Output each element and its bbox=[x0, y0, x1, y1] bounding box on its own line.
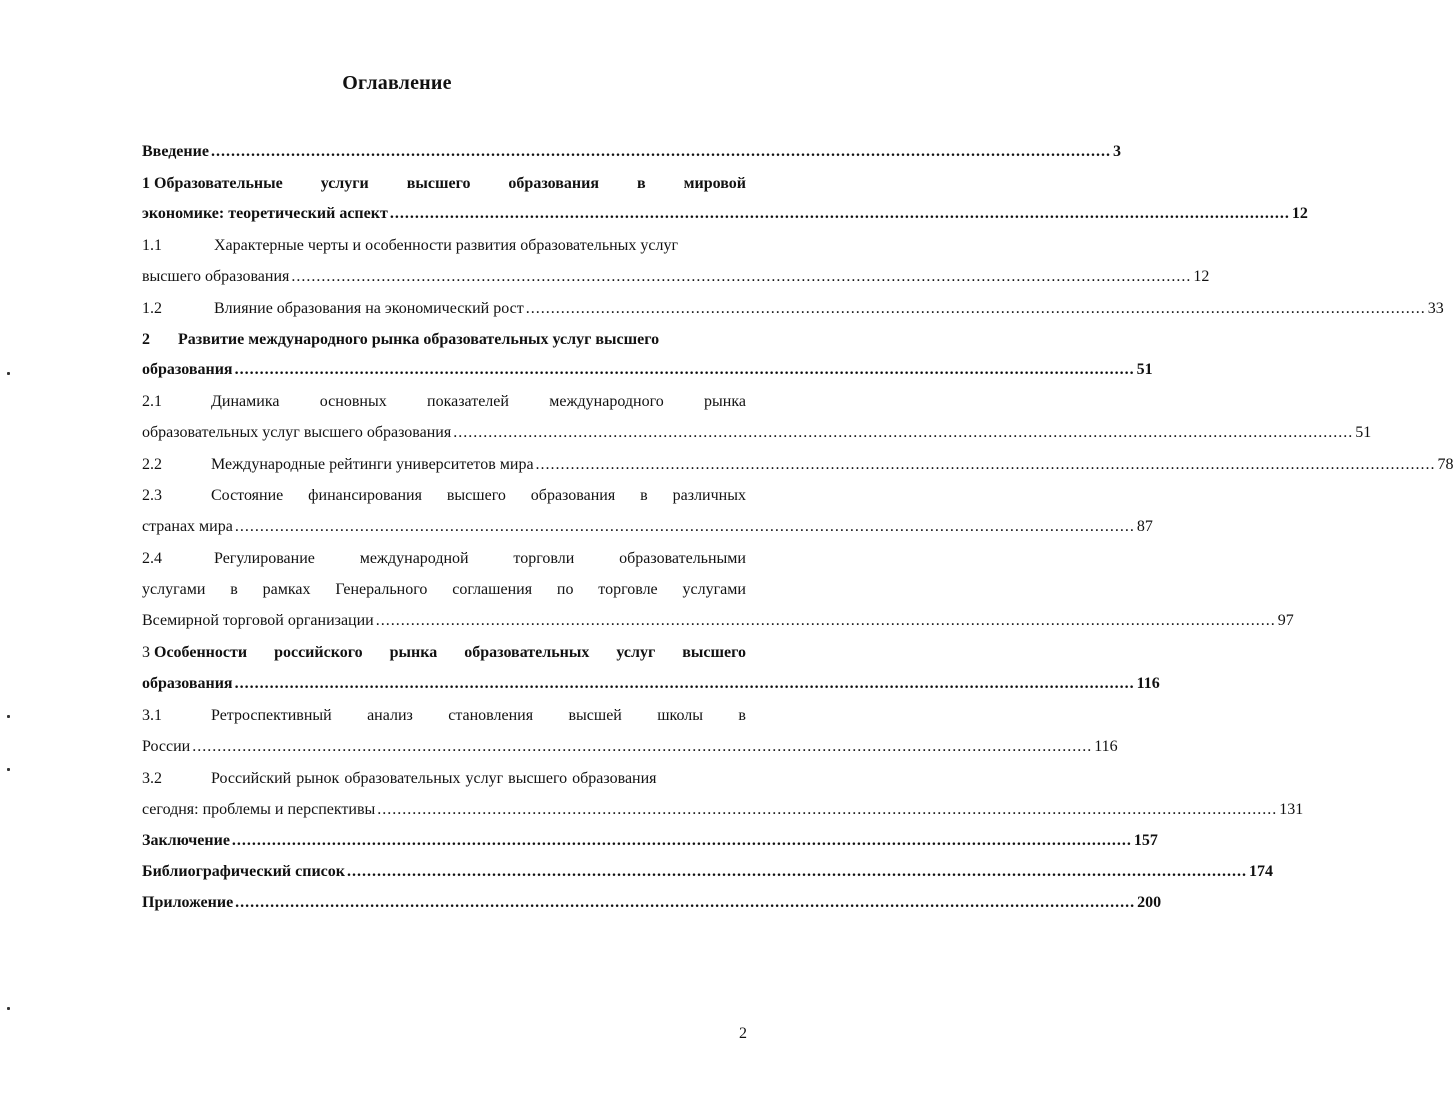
toc-entry-label: Развитие международного рынка образовательных услуг высшего bbox=[178, 331, 660, 348]
leader-dots: .................................................................................................................................................................................... bbox=[210, 143, 1111, 160]
toc-entry-number: 3.1 bbox=[142, 707, 162, 724]
toc-word: высшего bbox=[682, 644, 746, 661]
toc-entry-appendix[interactable] bbox=[142, 891, 1162, 915]
toc-entry-s22[interactable] bbox=[142, 453, 1454, 477]
toc-entry-page: 116 bbox=[1136, 675, 1160, 692]
toc-entry-label: образования bbox=[142, 675, 233, 692]
toc-entry-label: Характерные черты и особенности развития образовательных услуг bbox=[214, 237, 679, 254]
toc-word: в bbox=[738, 707, 746, 724]
toc-entry-s11[interactable] bbox=[142, 234, 746, 258]
toc-entry-s21[interactable] bbox=[142, 390, 746, 414]
toc-entry-s24-cont2[interactable] bbox=[142, 609, 1294, 633]
toc-word: международной bbox=[359, 550, 469, 567]
toc-entry-number: 2.1 bbox=[142, 393, 162, 410]
toc-word: основных bbox=[319, 393, 387, 410]
toc-word: мировой bbox=[683, 175, 746, 192]
toc-entry-page: 131 bbox=[1279, 801, 1304, 818]
toc-word: рынка bbox=[704, 393, 746, 410]
toc-entry-number-word: 3 Особенности bbox=[142, 644, 248, 661]
toc-entry-s32-cont[interactable] bbox=[142, 798, 1304, 822]
toc-word: образовательных bbox=[464, 644, 590, 661]
leader-dots: .................................................................................................................................................................................... bbox=[389, 205, 1290, 222]
toc-entry-label bbox=[214, 547, 746, 571]
scan-mark bbox=[7, 372, 10, 375]
leader-dots: .................................................................................................................................................................................... bbox=[346, 863, 1247, 880]
toc-entry-page: 87 bbox=[1136, 518, 1153, 535]
toc-entry-label bbox=[211, 484, 746, 508]
toc-word: Генерального bbox=[335, 581, 428, 598]
toc-word: российского bbox=[274, 644, 363, 661]
toc-entry-s24[interactable] bbox=[142, 547, 746, 571]
toc-entry-label: Заключение bbox=[142, 832, 230, 849]
toc-word: высшего bbox=[446, 487, 506, 504]
toc-entry-page: 200 bbox=[1137, 894, 1162, 911]
toc-entry-page: 157 bbox=[1133, 832, 1158, 849]
toc-word: международного bbox=[549, 393, 664, 410]
toc-entry-conclusion[interactable] bbox=[142, 829, 1158, 853]
toc-entry-page: 51 bbox=[1136, 361, 1153, 378]
toc-word: школы bbox=[657, 707, 704, 724]
toc-entry-s31[interactable] bbox=[142, 704, 746, 728]
toc-entry-page: 3 bbox=[1112, 143, 1121, 160]
toc-entry-label: сегодня: проблемы и перспективы bbox=[142, 801, 376, 818]
leader-dots: .................................................................................................................................................................................... bbox=[231, 832, 1132, 849]
toc-entry-label: Всемирной торговой организации bbox=[142, 612, 374, 629]
toc-word: образовательными bbox=[619, 550, 746, 567]
toc-title: Оглавление bbox=[342, 72, 452, 94]
toc-entry-s12[interactable] bbox=[142, 297, 1444, 321]
toc-entry-ch3-cont[interactable] bbox=[142, 672, 1160, 696]
toc-word: образования bbox=[530, 487, 616, 504]
toc-entry-ch2-cont[interactable] bbox=[142, 358, 1153, 382]
toc-word: финансирования bbox=[308, 487, 422, 504]
toc-entry-ch1-cont[interactable] bbox=[142, 202, 1308, 226]
toc-entry-label: Международные рейтинги университетов мира bbox=[211, 456, 534, 473]
toc-entry-label bbox=[211, 704, 746, 728]
toc-word: высшей bbox=[568, 707, 622, 724]
toc-entry-s21-cont[interactable] bbox=[142, 421, 1372, 445]
toc-word: в bbox=[640, 487, 648, 504]
toc-entry-number: 2 bbox=[142, 331, 150, 348]
toc-word: образования bbox=[508, 175, 599, 192]
toc-entry-label: Библиографический список bbox=[142, 863, 345, 880]
toc-entry-label: Российский рынок образовательных услуг высшего образования bbox=[211, 770, 657, 787]
toc-word: услугами bbox=[682, 581, 746, 598]
toc-entry-bibliography[interactable] bbox=[142, 860, 1273, 884]
toc-word: услуги bbox=[320, 175, 369, 192]
toc-word: различных bbox=[672, 487, 746, 504]
toc-entry-number: 3.2 bbox=[142, 770, 162, 787]
toc-entry-number-word: 1 Образовательные bbox=[142, 175, 283, 192]
toc-entry-number: 2.3 bbox=[142, 487, 162, 504]
toc-entry-label: странах мира bbox=[142, 518, 233, 535]
toc-word: Ретроспективный bbox=[211, 707, 332, 724]
toc-entry-label: высшего образования bbox=[142, 268, 290, 285]
toc-entry-s24-cont[interactable] bbox=[142, 578, 746, 602]
toc-word: рамках bbox=[262, 581, 311, 598]
toc-entry-page: 33 bbox=[1427, 300, 1444, 317]
leader-dots: .................................................................................................................................................................................... bbox=[234, 518, 1135, 535]
leader-dots: .................................................................................................................................................................................... bbox=[235, 894, 1136, 911]
toc-word: показателей bbox=[427, 393, 509, 410]
toc-entry-number: 1.2 bbox=[142, 300, 162, 317]
toc-entry-ch1[interactable] bbox=[142, 172, 746, 196]
toc-entry-page: 12 bbox=[1193, 268, 1210, 285]
leader-dots: .................................................................................................................................................................................... bbox=[525, 300, 1426, 317]
toc-entry-page: 78 bbox=[1437, 456, 1454, 473]
toc-entry-label: Влияние образования на экономический рост bbox=[214, 300, 524, 317]
toc-entry-number: 1.1 bbox=[142, 237, 162, 254]
toc-entry-number: 2.4 bbox=[142, 550, 162, 567]
toc-word: рынка bbox=[389, 644, 438, 661]
toc-entry-label: Введение bbox=[142, 143, 209, 160]
toc-entry-label: Приложение bbox=[142, 894, 234, 911]
toc-entry-label bbox=[211, 390, 746, 414]
toc-entry-label: образовательных услуг высшего образования bbox=[142, 424, 452, 441]
toc-entry-ch2[interactable] bbox=[142, 328, 746, 352]
toc-entry-page: 12 bbox=[1291, 205, 1308, 222]
toc-entry-page: 174 bbox=[1248, 863, 1273, 880]
toc-word: в bbox=[636, 175, 646, 192]
leader-dots: .................................................................................................................................................................................... bbox=[234, 361, 1135, 378]
leader-dots: .................................................................................................................................................................................... bbox=[234, 675, 1135, 692]
toc-entry-label: образования bbox=[142, 361, 233, 378]
toc-entry-s23[interactable] bbox=[142, 484, 746, 508]
toc-word: торговли bbox=[513, 550, 575, 567]
toc-word: Динамика bbox=[211, 393, 280, 410]
toc-entry-label: России bbox=[142, 738, 191, 755]
toc-entry-s11-cont[interactable] bbox=[142, 265, 1210, 289]
toc-entry-intro[interactable] bbox=[142, 140, 1121, 164]
leader-dots: .................................................................................................................................................................................... bbox=[453, 424, 1354, 441]
toc-entry-number: 2.2 bbox=[142, 456, 162, 473]
toc-word: становления bbox=[448, 707, 534, 724]
toc-entry-s23-cont[interactable] bbox=[142, 515, 1153, 539]
scan-mark bbox=[7, 768, 10, 771]
toc-word: услуг bbox=[616, 644, 656, 661]
leader-dots: .................................................................................................................................................................................... bbox=[192, 738, 1093, 755]
toc-word: услугами bbox=[142, 581, 206, 598]
toc-word: торговле bbox=[598, 581, 658, 598]
toc-word: соглашения bbox=[452, 581, 533, 598]
toc-word: анализ bbox=[367, 707, 413, 724]
toc-entry-page: 116 bbox=[1094, 738, 1118, 755]
leader-dots: .................................................................................................................................................................................... bbox=[535, 456, 1436, 473]
toc-word: Состояние bbox=[211, 487, 284, 504]
page-number: 2 bbox=[739, 1025, 747, 1042]
toc-entry-page: 51 bbox=[1355, 424, 1372, 441]
scan-mark bbox=[7, 715, 10, 718]
leader-dots: .................................................................................................................................................................................... bbox=[291, 268, 1192, 285]
toc-entry-s31-cont[interactable] bbox=[142, 735, 1118, 759]
toc-word: по bbox=[556, 581, 574, 598]
toc-entry-label: экономике: теоретический аспект bbox=[142, 205, 388, 222]
toc-entry-s32[interactable] bbox=[142, 767, 746, 791]
toc-word: высшего bbox=[406, 175, 471, 192]
toc-word: Регулирование bbox=[214, 550, 315, 567]
leader-dots: .................................................................................................................................................................................... bbox=[377, 801, 1278, 818]
scan-mark bbox=[7, 1007, 10, 1010]
toc-word: в bbox=[230, 581, 238, 598]
leader-dots: .................................................................................................................................................................................... bbox=[375, 612, 1276, 629]
toc-entry-page: 97 bbox=[1277, 612, 1294, 629]
toc-entry-ch3[interactable] bbox=[142, 641, 746, 665]
